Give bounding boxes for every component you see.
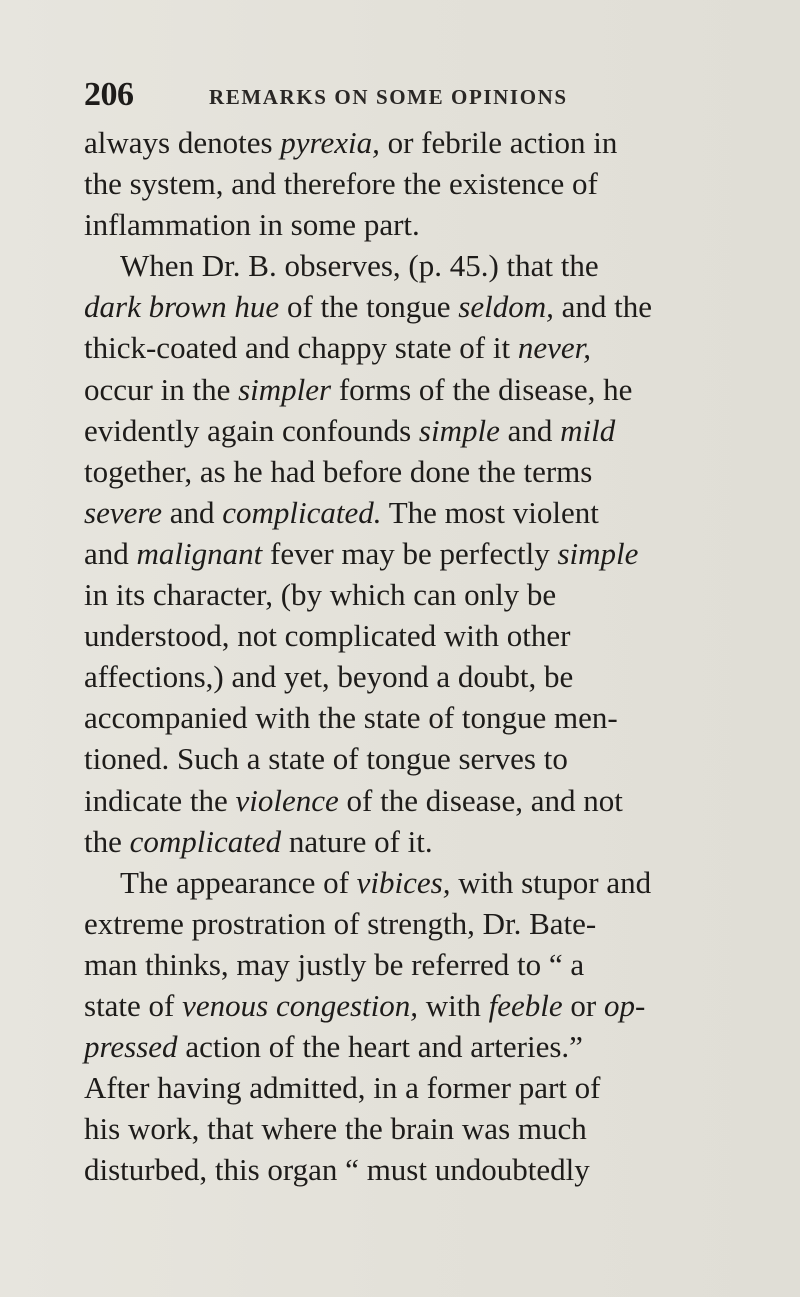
text-line: [84, 615, 784, 656]
text-line: [84, 821, 784, 862]
italic-text: simple: [557, 535, 639, 571]
text-line: [84, 286, 784, 327]
text-line: [84, 204, 784, 245]
text-segment: extreme prostration of strength, Dr. Bate-: [84, 905, 597, 941]
italic-text: complicated.: [222, 494, 382, 530]
text-line: [84, 533, 784, 574]
text-segment: affections,) and yet, beyond a doubt, be: [84, 659, 574, 695]
text-segment: with: [418, 987, 489, 1023]
text-segment: tioned. Such a state of tongue serves to: [84, 741, 568, 777]
text-segment: state of: [84, 987, 183, 1023]
italic-text: feeble: [488, 987, 563, 1023]
text-line: [84, 738, 784, 779]
text-line: [84, 1067, 784, 1108]
text-segment: evidently again confounds: [84, 412, 419, 448]
text-line: [84, 451, 784, 492]
text-line: [84, 492, 784, 533]
text-segment: nature of it.: [281, 823, 433, 859]
text-segment: and: [162, 494, 223, 530]
text-segment: thick-coated and chappy state of it: [84, 330, 518, 366]
text-segment: man thinks, may justly be referred to “ a: [84, 946, 585, 982]
text-line: [84, 163, 784, 204]
running-head: REMARKS ON SOME OPINIONS: [209, 85, 568, 109]
text-line: [84, 944, 784, 985]
text-segment: The appearance of: [120, 864, 357, 900]
italic-text: complicated: [129, 823, 282, 859]
text-segment: in its character, (by which can only be: [84, 577, 557, 613]
italic-text: simple: [418, 412, 500, 448]
italic-text: vibices,: [356, 864, 451, 900]
text-segment: forms of the disease, he: [331, 371, 633, 407]
italic-text: pyrexia,: [280, 125, 380, 160]
text-line: [84, 656, 784, 697]
text-segment: with stupor and: [450, 864, 652, 900]
text-segment: or: [562, 987, 604, 1023]
italic-text: never,: [517, 330, 591, 366]
text-segment: and: [499, 412, 561, 448]
text-line: [84, 697, 784, 738]
text-line: [84, 122, 784, 163]
body-text: [84, 122, 784, 1190]
text-segment: When Dr. B. observes, (p. 45.) that the: [120, 248, 599, 284]
text-segment: accompanied with the state of tongue men-: [84, 700, 618, 736]
text-segment: inflammation in some part.: [84, 207, 420, 243]
italic-text: mild: [560, 412, 616, 448]
text-line: [84, 245, 784, 286]
text-line: [84, 780, 784, 821]
text-line: [84, 327, 784, 368]
text-line: [84, 1026, 784, 1067]
text-line: [84, 1149, 784, 1190]
text-segment: disturbed, this organ “ must undoubtedly: [84, 1152, 590, 1188]
text-segment: fever may be perfectly: [262, 535, 558, 571]
text-segment: the: [84, 823, 130, 859]
italic-text: pressed: [84, 1029, 178, 1065]
text-line: [84, 369, 784, 410]
text-segment: action of the heart and arteries.”: [177, 1029, 583, 1065]
italic-text: severe: [84, 494, 163, 530]
text-segment: of the disease, and not: [338, 782, 623, 818]
text-line: [84, 903, 784, 944]
text-segment: indicate the: [84, 782, 236, 818]
italic-text: op-: [604, 987, 646, 1023]
text-segment: together, as he had before done the terms: [84, 453, 593, 489]
text-segment: occur in the: [84, 371, 239, 407]
text-segment: or febrile action in: [379, 125, 618, 160]
text-segment: the system, and therefore the existence of: [84, 166, 598, 202]
text-line: [84, 985, 784, 1026]
text-line: [84, 574, 784, 615]
italic-text: simpler: [238, 371, 332, 407]
page-header: [84, 76, 784, 116]
text-segment: his work, that where the brain was much: [84, 1111, 587, 1147]
text-segment: and: [84, 535, 137, 571]
text-segment: After having admitted, in a former part of: [84, 1070, 601, 1106]
italic-text: venous congestion,: [182, 987, 419, 1023]
text-line: [84, 410, 784, 451]
italic-text: violence: [235, 782, 339, 818]
text-segment: of the tongue: [279, 289, 459, 325]
text-segment: and the: [553, 289, 652, 325]
text-segment: The most violent: [381, 494, 599, 530]
text-segment: understood, not complicated with other: [84, 618, 571, 654]
page-number: 206: [84, 76, 134, 113]
text-line: [84, 862, 784, 903]
italic-text: dark brown hue: [84, 289, 280, 325]
italic-text: seldom,: [458, 289, 554, 325]
italic-text: malignant: [136, 535, 263, 571]
text-line: [84, 1108, 784, 1149]
text-segment: always denotes: [84, 125, 281, 160]
